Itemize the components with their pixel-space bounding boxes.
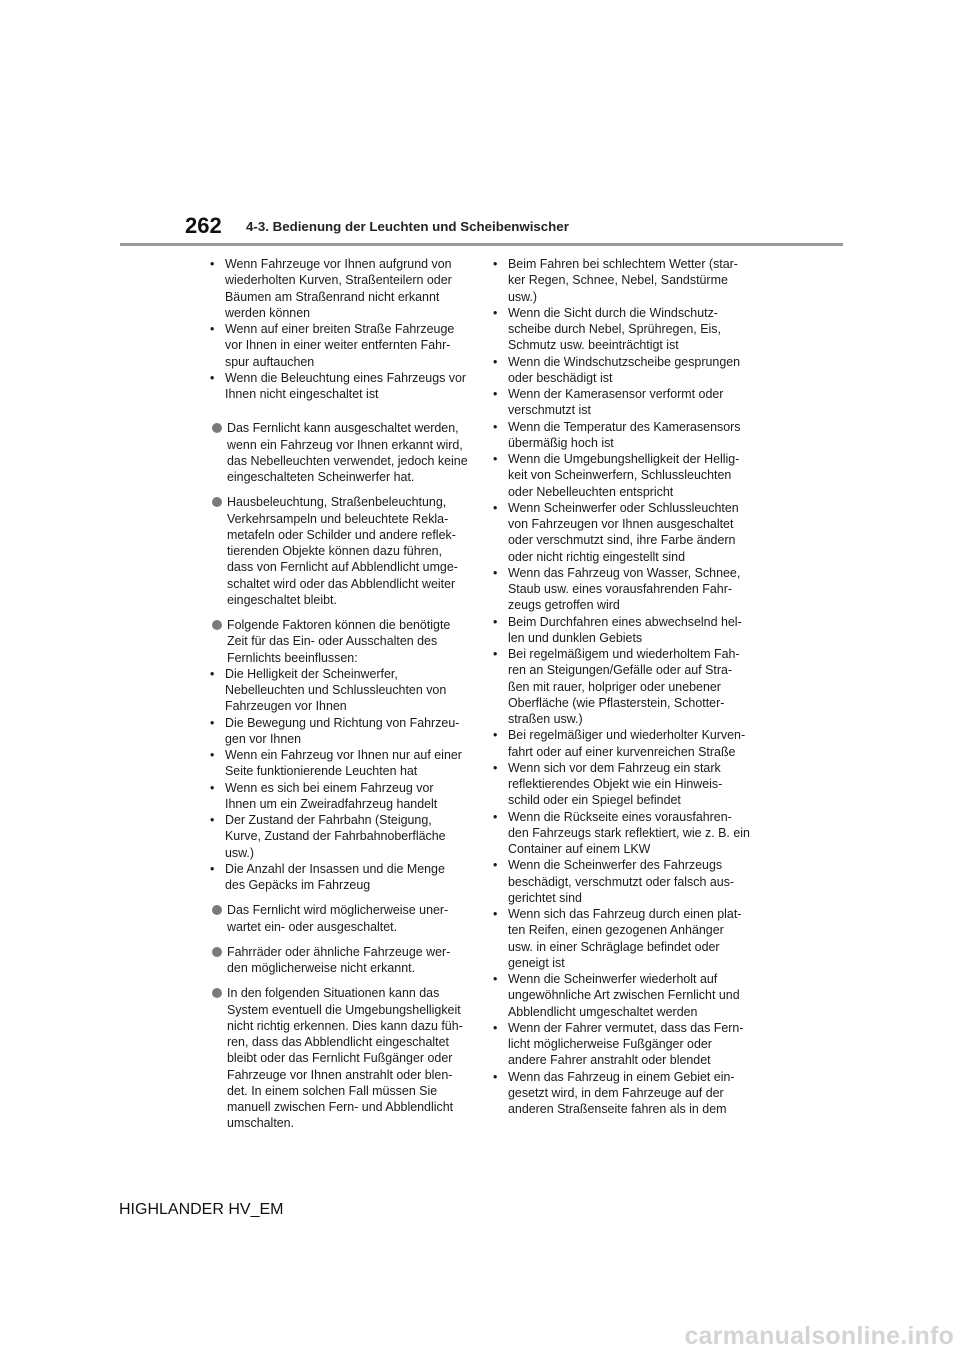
note-block bbox=[210, 944, 468, 977]
factor-bullet-list bbox=[210, 666, 468, 894]
list-item bbox=[493, 354, 751, 387]
list-item bbox=[493, 906, 751, 971]
bullet-icon: • bbox=[493, 565, 498, 580]
bullet-icon: • bbox=[493, 1020, 498, 1035]
bullet-icon: • bbox=[493, 907, 498, 921]
list-item bbox=[493, 971, 751, 1020]
list-item bbox=[210, 370, 468, 403]
left-column bbox=[210, 256, 468, 1132]
list-item-text: Beim Durchfahren eines abwechselnd hel-len und dunklen Gebiets bbox=[508, 614, 742, 645]
circle-bullet-icon bbox=[212, 620, 222, 630]
list-item-text: Bei regelmäßigem und wiederholtem Fah-ren an Steigungen/Gefälle oder auf Stra-ßen mit rauer, holpriger oder unebener Oberfläche (wie Pflasterstein, Schotter-straßen usw.) bbox=[508, 647, 740, 726]
bullet-icon: • bbox=[493, 809, 498, 824]
note-block bbox=[210, 985, 468, 1131]
list-item-text: Wenn auf einer breiten Straße Fahrzeuge vor Ihnen in einer weiter entfernten Fahr-spur auftauchen bbox=[225, 322, 455, 369]
list-item bbox=[493, 1020, 751, 1069]
note-block bbox=[210, 617, 468, 893]
list-item bbox=[210, 256, 468, 321]
list-item-text: Wenn die Temperatur des Kamerasensors übermäßig hoch ist bbox=[508, 419, 741, 450]
note-block bbox=[210, 902, 468, 935]
circle-bullet-icon bbox=[212, 905, 222, 915]
note-text: In den folgenden Situationen kann das System eventuell die Umgebungshelligkeit nicht richtig erkennen. Dies kann dazu füh-ren, dass das Abblendlicht eingeschaltet bleibt oder das Fernlicht Fußgänger oder Fahrzeuge vor Ihnen anstrahlt oder blen-det. In einem solchen Fall müssen Sie manuell zwischen Fern- und Abblendlicht umschalten. bbox=[227, 986, 463, 1131]
list-item bbox=[493, 857, 751, 906]
list-item bbox=[493, 256, 751, 305]
list-item-text: Wenn es sich bei einem Fahrzeug vor Ihnen um ein Zweiradfahrzeug handelt bbox=[225, 780, 438, 811]
list-item bbox=[210, 861, 468, 894]
model-name: HIGHLANDER HV_EM bbox=[119, 1201, 284, 1218]
list-item bbox=[210, 715, 468, 748]
bullet-icon: • bbox=[210, 257, 215, 271]
list-item bbox=[493, 419, 751, 452]
intro-bullet-list bbox=[210, 256, 468, 402]
list-item-text: Wenn der Fahrer vermutet, dass das Fern-licht möglicherweise Fußgänger oder andere Fahrer anstrahlt oder blendet bbox=[508, 1020, 744, 1068]
list-item bbox=[493, 500, 751, 565]
note-text: Folgende Faktoren können die benötigte Zeit für das Ein- oder Ausschalten des Fernlichts beeinflussen: bbox=[227, 618, 451, 665]
bullet-icon: • bbox=[493, 1069, 498, 1084]
list-item bbox=[493, 451, 751, 500]
list-item-text: Die Helligkeit der Scheinwerfer, Nebelleuchten und Schlussleuchten von Fahrzeugen vor Ihnen bbox=[225, 666, 447, 714]
section-title: 4-3. Bedienung der Leuchten und Scheibenwischer bbox=[246, 219, 569, 234]
circle-bullet-icon bbox=[212, 988, 222, 998]
bullet-icon: • bbox=[493, 387, 498, 401]
list-item-text: Wenn das Fahrzeug in einem Gebiet ein-gesetzt wird, in dem Fahrzeuge auf der anderen Straßenseite fahren als in dem bbox=[508, 1069, 735, 1116]
list-item-text: Wenn die Scheinwerfer des Fahrzeugs beschädigt, verschmutzt oder falsch aus-gerichtet sind bbox=[508, 858, 735, 905]
watermark: carmanualsonline.info bbox=[540, 1314, 960, 1358]
bullet-icon: • bbox=[493, 760, 498, 775]
list-item-text: Wenn sich vor dem Fahrzeug ein stark reflektierendes Objekt wie ein Hinweis-schild oder ein Spiegel befindet bbox=[508, 760, 723, 808]
bullet-icon: • bbox=[210, 748, 215, 762]
list-item bbox=[493, 760, 751, 809]
list-item-text: Der Zustand der Fahrbahn (Steigung, Kurve, Zustand der Fahrbahnoberfläche usw.) bbox=[225, 813, 446, 860]
list-item-text: Wenn das Fahrzeug von Wasser, Schnee, Staub usw. eines vorausfahrenden Fahr-zeugs getroffen wird bbox=[508, 565, 741, 613]
list-item-text: Wenn die Beleuchtung eines Fahrzeugs vor Ihnen nicht eingeschaltet ist bbox=[225, 370, 467, 401]
list-item-text: Wenn die Umgebungshelligkeit der Hellig-keit von Scheinwerfern, Schlussleuchten oder Nebelleuchten entspricht bbox=[508, 452, 740, 499]
list-item-text: Wenn Fahrzeuge vor Ihnen aufgrund von wiederholten Kurven, Straßenteilern oder Bäumen am Straßenrand nicht erkannt werden können bbox=[225, 257, 452, 320]
note-text: Hausbeleuchtung, Straßenbeleuchtung, Verkehrsampeln und beleuchtete Rekla-metafeln oder Schilder und andere reflek-tierenden Objekte können dazu führen, dass von Fernlicht auf Abblendlicht umge-schaltet wird oder das Abblendlicht weiter eingeschaltet bleibt. bbox=[227, 495, 458, 607]
circle-bullet-icon bbox=[212, 947, 222, 957]
list-item-text: Wenn die Sicht durch die Windschutz-scheibe durch Nebel, Sprühregen, Eis, Schmutz usw. beeinträchtigt ist bbox=[508, 305, 721, 353]
list-item-text: Wenn Scheinwerfer oder Schlussleuchten von Fahrzeugen vor Ihnen ausgeschaltet oder verschmutzt sind, ihre Farbe ändern oder nicht richtig eingestellt sind bbox=[508, 500, 739, 564]
list-item-text: Wenn die Scheinwerfer wiederholt auf ungewöhnliche Art zwischen Fernlicht und Abblendlicht umgeschaltet werden bbox=[508, 972, 740, 1019]
list-item bbox=[210, 780, 468, 813]
bullet-icon: • bbox=[493, 728, 498, 743]
list-item-text: Bei regelmäßiger und wiederholter Kurven-fahrt oder auf einer kurvenreichen Straße bbox=[508, 728, 746, 759]
list-item-text: Wenn ein Fahrzeug vor Ihnen nur auf einer Seite funktionierende Leuchten hat bbox=[225, 748, 462, 779]
note-text: Fahrräder oder ähnliche Fahrzeuge wer-den möglicherweise nicht erkannt. bbox=[227, 944, 451, 975]
bullet-icon: • bbox=[493, 257, 498, 271]
note-text: Das Fernlicht kann ausgeschaltet werden, wenn ein Fahrzeug vor Ihnen erkannt wird, das Nebelleuchten verwendet, jedoch keine eingeschalteten Scheinwerfer hat. bbox=[227, 421, 468, 484]
list-item-text: Wenn die Windschutzscheibe gesprungen oder beschädigt ist bbox=[508, 354, 741, 385]
list-item bbox=[493, 565, 751, 614]
bullet-icon: • bbox=[493, 972, 498, 986]
list-item bbox=[493, 386, 751, 419]
bullet-icon: • bbox=[210, 813, 215, 827]
list-item-text: Wenn die Rückseite eines vorausfahren-den Fahrzeugs stark reflektiert, wie z. B. ein Container auf einem LKW bbox=[508, 809, 750, 856]
bullet-icon: • bbox=[493, 647, 498, 661]
list-item-text: Wenn sich das Fahrzeug durch einen plat-ten Reifen, einen gezogenen Anhänger usw. in einer Schräglage befindet oder geneigt ist bbox=[508, 907, 742, 970]
list-item bbox=[210, 812, 468, 861]
page-number: 262 bbox=[185, 213, 222, 238]
right-column bbox=[493, 256, 751, 1117]
bullet-icon: • bbox=[210, 666, 215, 681]
note-text: Das Fernlicht wird möglicherweise uner-wartet ein- oder ausgeschaltet. bbox=[227, 903, 449, 934]
bullet-icon: • bbox=[493, 452, 498, 466]
bullet-icon: • bbox=[493, 305, 498, 320]
bullet-icon: • bbox=[210, 861, 215, 876]
circle-bullet-icon bbox=[212, 497, 222, 507]
bullet-icon: • bbox=[493, 500, 498, 515]
note-block bbox=[210, 420, 468, 485]
bullet-icon: • bbox=[493, 614, 498, 629]
list-item-text: Die Bewegung und Richtung von Fahrzeu-gen vor Ihnen bbox=[225, 715, 460, 746]
header-rule bbox=[120, 243, 843, 246]
bullet-icon: • bbox=[493, 354, 498, 369]
list-item bbox=[493, 1069, 751, 1118]
bullet-icon: • bbox=[210, 715, 215, 730]
list-item bbox=[493, 809, 751, 858]
list-item bbox=[493, 614, 751, 647]
list-item-text: Beim Fahren bei schlechtem Wetter (star-ker Regen, Schnee, Nebel, Sandstürme usw.) bbox=[508, 257, 738, 304]
note-block bbox=[210, 494, 468, 608]
list-item bbox=[493, 305, 751, 354]
circle-bullet-icon bbox=[212, 423, 222, 433]
bullet-icon: • bbox=[493, 858, 498, 873]
list-item bbox=[210, 666, 468, 715]
list-item-text: Wenn der Kamerasensor verformt oder verschmutzt ist bbox=[508, 387, 724, 418]
bullet-icon: • bbox=[210, 322, 215, 336]
list-item bbox=[210, 321, 468, 370]
list-item bbox=[493, 727, 751, 760]
list-item-text: Die Anzahl der Insassen und die Menge des Gepäcks im Fahrzeug bbox=[225, 861, 445, 892]
bullet-icon: • bbox=[210, 780, 215, 795]
list-item bbox=[493, 646, 751, 727]
bullet-icon: • bbox=[493, 419, 498, 434]
bullet-icon: • bbox=[210, 370, 215, 385]
list-item bbox=[210, 747, 468, 780]
